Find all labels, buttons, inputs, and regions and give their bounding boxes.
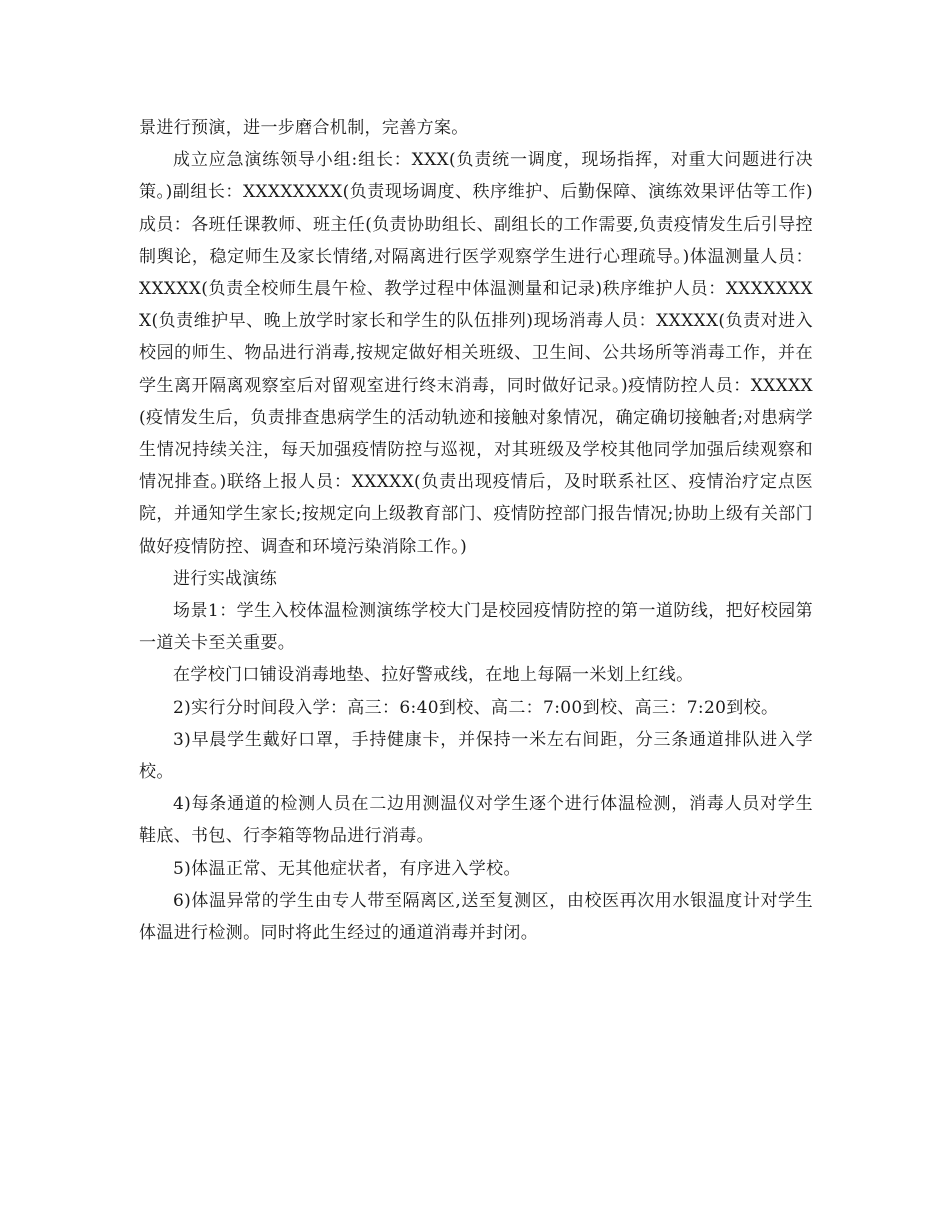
paragraph-step-3: 3)早晨学生戴好口罩，手持健康卡，并保持一米左右间距，分三条通道排队进入学校。 xyxy=(139,729,813,783)
paragraph-drill-heading: 进行实战演练 xyxy=(173,568,278,589)
paragraph-step-5: 5)体温正常、无其他症状者，有序进入学校。 xyxy=(173,858,521,879)
paragraph-continuation: 景进行预演，进一步磨合机制，完善方案。 xyxy=(139,118,469,138)
document-page xyxy=(139,112,813,949)
paragraph-leadership-group: 成立应急演练领导小组:组长：XXX(负责统一调度，现场指挥，对重大问题进行决策。)副组长：XXXXXXXX(负责现场调度、秩序维护、后勤保障、演练效果评估等工作)成员：各班任课教师、班主任(负责协助组长、副组长的工作需要,负责疫情发生后引导控制舆论，稳定师生及家长情绪,对隔离进行医学观察学生进行心理疏导。)体温测量人员：XXXXX(负责全校师生晨午检、教学过程中体温测量和记录)秩序维护人员：XXXXXXXX(负责维护早、晚上放学时家长和学生的队伍排列)现场消毒人员：XXXXX(负责对进入校园的师生、物品进行消毒,按规定做好相关班级、卫生间、公共场所等消毒工作，并在学生离开隔离观察室后对留观室进行终末消毒，同时做好记录。)疫情防控人员：XXXXX(疫情发生后，负责排查患病学生的活动轨迹和接触对象情况，确定确切接触者;对患病学生情况持续关注，每天加强疫情防控与巡视，对其班级及学校其他同学加强后续观察和情况排查。)联络上报人员：XXXXX(负责出现疫情后，及时联系社区、疫情治疗定点医院，并通知学生家长;按规定向上级教育部门、疫情防控部门报告情况;协助上级有关部门做好疫情防控、调查和环境污染消除工作。) xyxy=(139,150,813,557)
paragraph-step-4: 4)每条通道的检测人员在二边用测温仪对学生逐个进行体温检测，消毒人员对学生鞋底、书包、行李箱等物品进行消毒。 xyxy=(139,794,813,847)
paragraph-scene-1: 场景1：学生入校体温检测演练学校大门是校园疫情防控的第一道防线，把好校园第一道关卡至关重要。 xyxy=(139,601,813,654)
paragraph-step-2: 2)实行分时间段入学：高三：6:40到校、高二：7:00到校、高三：7:20到校。 xyxy=(173,697,779,718)
paragraph-step-1: 在学校门口铺设消毒地垫、拉好警戒线，在地上每隔一米划上红线。 xyxy=(173,665,694,686)
paragraph-step-6: 6)体温异常的学生由专人带至隔离区,送至复测区，由校医再次用水银温度计对学生体温进行检测。同时将此生经过的通道消毒并封闭。 xyxy=(139,890,813,944)
